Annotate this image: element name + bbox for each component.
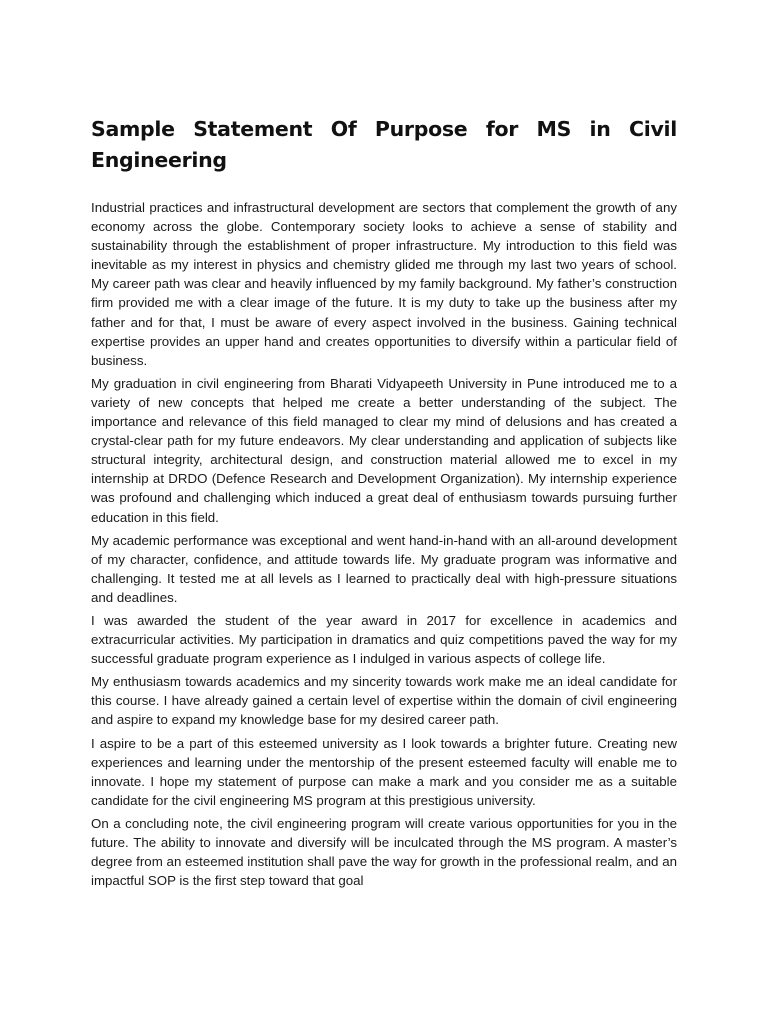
paragraph-conclusion: On a concluding note, the civil engineering program will create various opportunities for you in the future. The ability to innovate and diversify will be inculcated through the MS program. A master’s degree from an esteemed institution shall pave the way for growth in the professional realm, and an impactful SOP is the first step toward that goal — [91, 815, 677, 889]
paragraph-enthusiasm: My enthusiasm towards academics and my sincerity towards work make me an ideal candidate for this course. I have already gained a certain level of expertise within the domain of civil engineering and aspire to expand my knowledge base for my desired career path. — [91, 674, 677, 728]
paragraph-academic-performance: My academic performance was exceptional and went hand-in-hand with an all-around development of my character, confidence, and attitude towards life. My graduate program was informative and challenging. It tested me at all levels as I learned to practically deal with high-pressure situations and deadlines. — [91, 532, 677, 605]
paragraph-graduation: My graduation in civil engineering from Bharati Vidyapeeth University in Pune introduced me to a variety of new concepts that helped me create a better understanding of the subject. The importance and relevance of this field managed to clear my mind of delusions and has created a crystal-clear path for my future endeavors. My clear understanding and application of subjects like structural integrity, architectural design, and construction material allowed me to excel in my internship at DRDO (Defence Research and Development Organization). My internship experience was profound and challenging which induced a great deal of enthusiasm towards pursuing further education in this field. — [91, 375, 677, 525]
paragraph-introduction: Industrial practices and infrastructural development are sectors that complement the growth of any economy across the globe. Contemporary society looks to achieve a sense of stability and sustainability through the establishment of proper infrastructure. My introduction to this field was inevitable as my interest in physics and chemistry glided me through my last two years of school. My career path was clear and heavily influenced by my family background. My father’s construction firm provided me with a clear image of the future. It is my duty to take up the business after my father and for that, I must be aware of every aspect involved in the business. Gaining technical expertise provides an upper hand and creates opportunities to diversify within a particular field of business. — [91, 200, 677, 368]
paragraph-aspiration: I aspire to be a part of this esteemed university as I look towards a brighter future. Creating new experiences and learning under the mentorship of the present esteemed faculty will enable me to innovate. I hope my statement of purpose can make a mark and you consider me as a suitable candidate for the civil engineering MS program at this prestigious university. — [91, 735, 677, 808]
document-page — [91, 114, 677, 894]
document-title: Sample Statement Of Purpose for MS in Civil Engineering — [91, 117, 677, 172]
paragraph-award: I was awarded the student of the year award in 2017 for excellence in academics and extracurricular activities. My participation in dramatics and quiz competitions paved the way for my successful graduate program experience as I indulged in various aspects of college life. — [91, 612, 677, 667]
